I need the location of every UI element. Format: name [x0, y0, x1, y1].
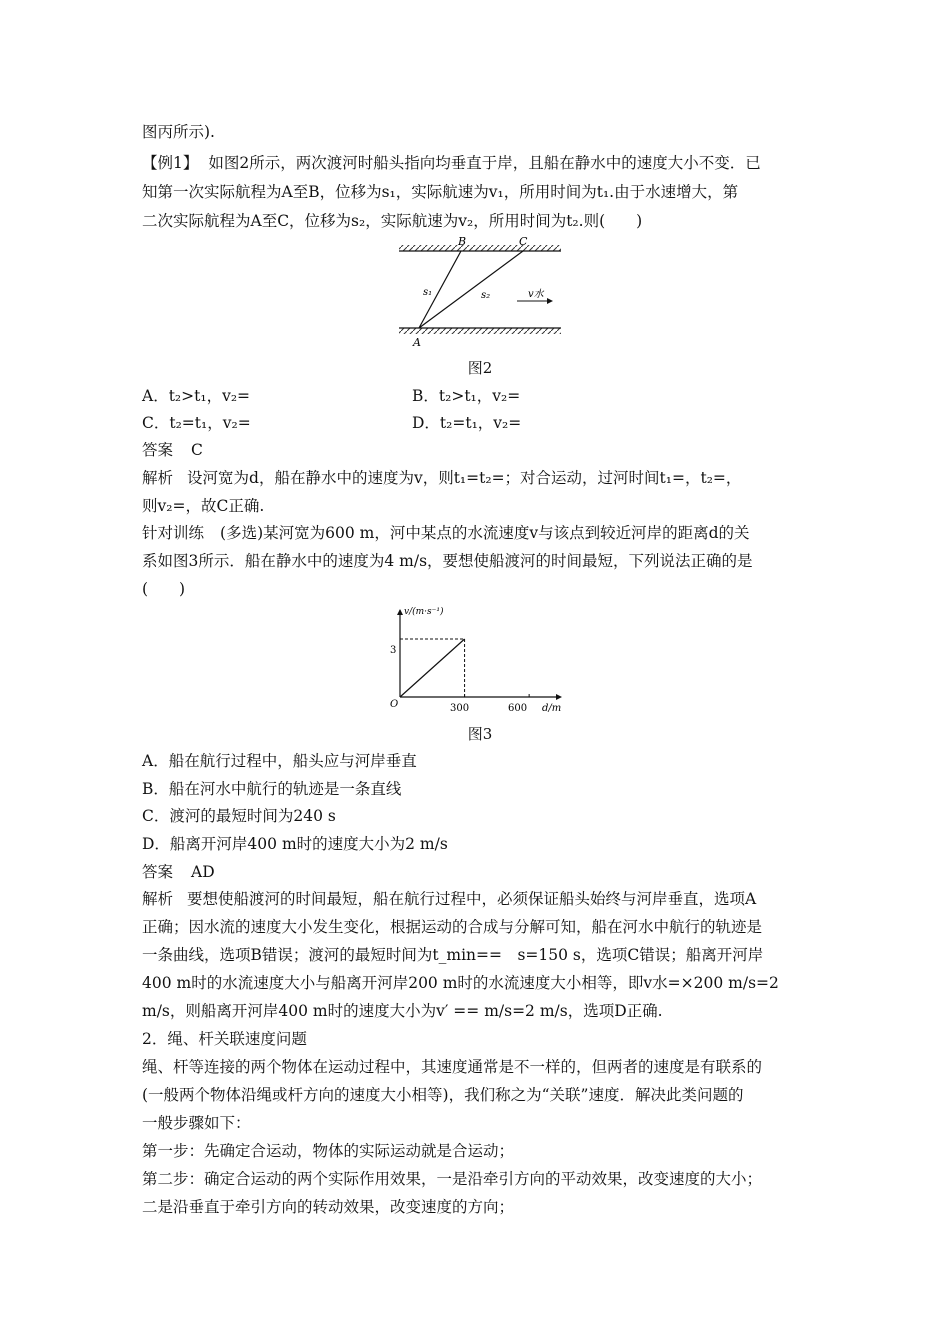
text-line: 400 m时的水流速度大小与船离开河岸200 m时的水流速度大小相等，即v水=×200 m/s=2 [142, 974, 779, 992]
x-axis-label: d/m [542, 703, 562, 714]
text-line: 图丙所示). [142, 123, 215, 141]
analysis-label: 解析 [142, 469, 174, 487]
text-line: 绳、杆等连接的两个物体在运动过程中，其速度通常是不一样的，但两者的速度是有联系的 [142, 1058, 763, 1076]
analysis-text: 设河宽为d，船在静水中的速度为v，则t₁=t₂=；对合运动，过河时间t₁=，t₂=， [187, 469, 742, 487]
text-line: 则v₂=，故C正确. [142, 497, 265, 515]
example-1-line [142, 153, 761, 173]
section-heading: 2．绳、杆关联速度问题 [142, 1030, 307, 1048]
analysis-2 [142, 889, 756, 909]
analysis-label: 解析 [142, 890, 174, 908]
option-d: D．t₂=t₁，v₂= [412, 414, 522, 432]
answer-1 [142, 440, 203, 460]
training-line [142, 523, 750, 543]
text-line: 一般步骤如下： [142, 1114, 251, 1132]
answer-2 [142, 862, 215, 882]
text-line: m/s，则船离开河岸400 m时的速度大小为v′ == m/s=2 m/s，选项D正确. [142, 1002, 663, 1020]
x-tick-label-300: 300 [450, 703, 470, 714]
y-axis-label: v/(m·s⁻¹) [404, 607, 444, 617]
y-tick-label: 3 [390, 645, 397, 656]
option-a: A．船在航行过程中，船头应与河岸垂直 [142, 752, 417, 770]
x-tick-label-600: 600 [508, 703, 528, 714]
label-v-water: v水 [528, 289, 544, 300]
label-B: B [458, 235, 467, 248]
example-1-text: 如图2所示，两次渡河时船头指向均垂直于岸，且船在静水中的速度大小不变．已 [208, 154, 761, 172]
bottom-bank-hatch [399, 328, 561, 334]
analysis-text: 要想使船渡河的时间最短，船在航行过程中，必须保证船头始终与河岸垂直，选项A [187, 890, 757, 908]
figure-2 [395, 235, 565, 350]
text-line: 二次实际航程为A至C，位移为s₂，实际航速为v₂，所用时间为t₂.则( ) [142, 212, 643, 230]
option-b: B．船在河水中航行的轨迹是一条直线 [142, 780, 402, 798]
text-line: 知第一次实际航程为A至B，位移为s₁，实际航速为v₁，所用时间为t₁.由于水速增大，第 [142, 183, 739, 201]
answer-label: 答案 [142, 441, 174, 459]
figure-3-caption: 图3 [467, 725, 493, 743]
label-C: C [519, 235, 528, 248]
label-A: A [413, 336, 421, 349]
example-1-label: 【例1】 [142, 154, 199, 172]
label-s1: s₁ [423, 287, 433, 298]
text-line: 系如图3所示．船在静水中的速度为4 m/s，要想使船渡河的时间最短，下列说法正确的是 [142, 552, 753, 570]
analysis-1 [142, 468, 741, 488]
text-line: 第二步：确定合运动的两个实际作用效果，一是沿牵引方向的平动效果，改变速度的大小； [142, 1170, 763, 1188]
y-axis-arrow [397, 609, 403, 615]
top-bank-hatch [399, 245, 561, 251]
option-a: A．t₂>t₁，v₂= [142, 387, 251, 405]
text-line: 第一步：先确定合运动，物体的实际运动就是合运动； [142, 1142, 515, 1160]
water-arrow-head [547, 298, 553, 304]
path-s2 [419, 251, 523, 328]
option-c: C．t₂=t₁，v₂= [142, 414, 251, 432]
option-c: C．渡河的最短时间为240 s [142, 807, 336, 825]
figure-3-chart [380, 604, 580, 719]
text-line: 一条曲线，选项B错误；渡河的最短时间为t_min== s=150 s，选项C错误；船离开河岸 [142, 946, 764, 964]
training-label: 针对训练 [142, 524, 205, 542]
answer-label: 答案 [142, 863, 174, 881]
answer-value: AD [191, 863, 215, 881]
data-line [400, 639, 465, 697]
text-line: ( ) [142, 580, 186, 598]
option-b: B．t₂>t₁，v₂= [412, 387, 521, 405]
text-line: 正确；因水流的速度大小发生变化，根据运动的合成与分解可知，船在河水中航行的轨迹是 [142, 918, 763, 936]
option-d: D．船离开河岸400 m时的速度大小为2 m/s [142, 835, 448, 853]
text-line: 二是沿垂直于牵引方向的转动效果，改变速度的方向； [142, 1198, 515, 1216]
text-line: (一般两个物体沿绳或杆方向的速度大小相等)，我们称之为“关联”速度．解决此类问题的 [142, 1086, 744, 1104]
training-text: (多选)某河宽为600 m，河中某点的水流速度v与该点到较近河岸的距离d的关 [220, 524, 750, 542]
answer-value: C [191, 441, 203, 459]
label-s2: s₂ [481, 290, 491, 301]
origin-label: O [390, 699, 399, 710]
x-axis-arrow [556, 694, 562, 700]
figure-2-caption: 图2 [467, 359, 493, 377]
